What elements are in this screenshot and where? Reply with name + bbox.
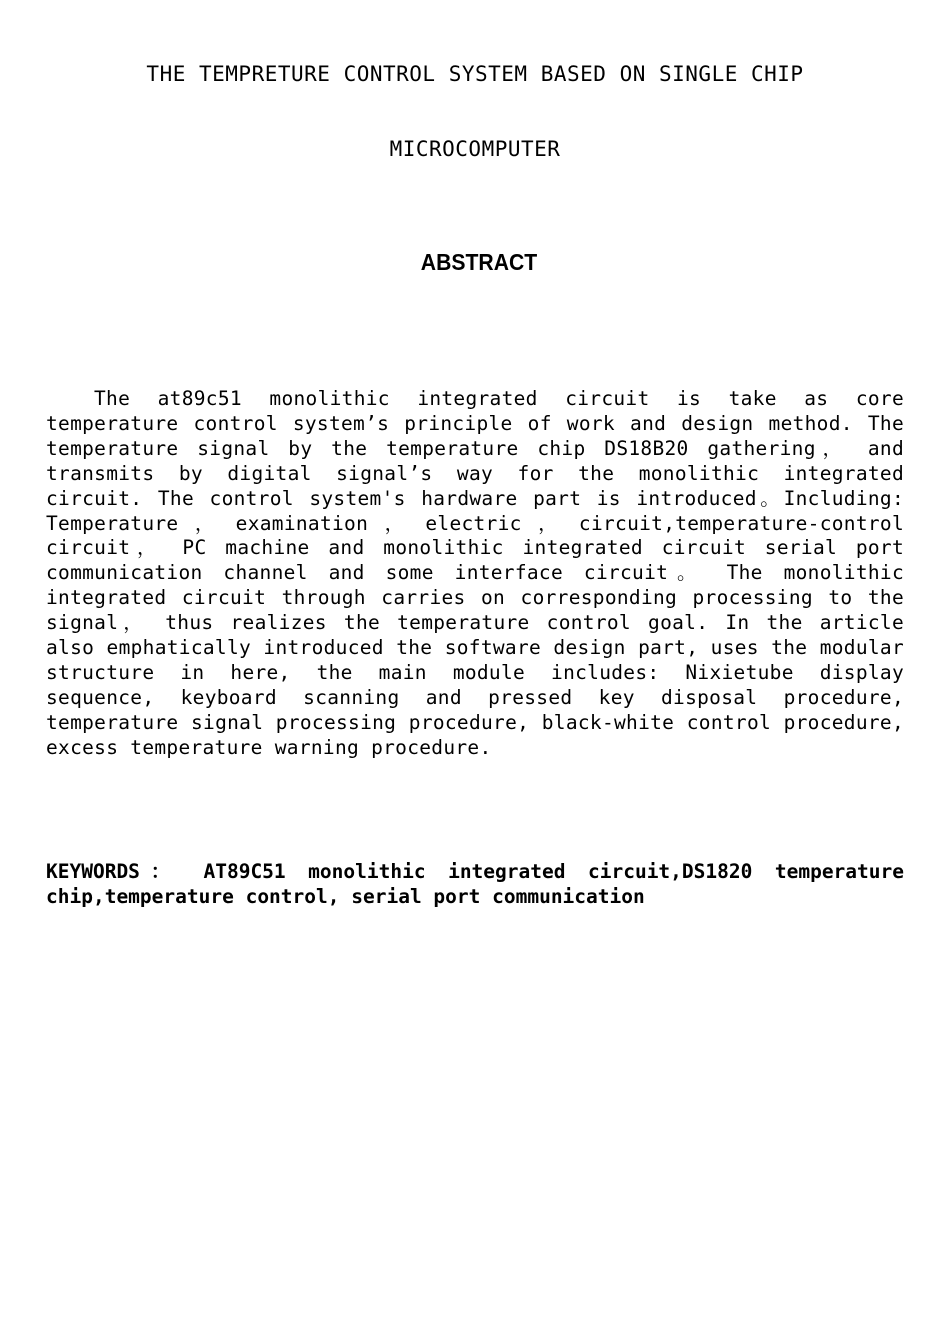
abstract-heading: ABSTRACT xyxy=(420,249,538,275)
title-line-2: MICROCOMPUTER xyxy=(389,137,561,161)
keywords-paragraph xyxy=(46,860,904,910)
keywords-label: KEYWORDS： xyxy=(46,860,181,883)
title-line-1: THE TEMPRETURE CONTROL SYSTEM BASED ON SINGLE CHIP xyxy=(146,62,804,86)
abstract-paragraph xyxy=(46,387,904,761)
keywords-text: AT89C51 monolithic integrated circuit,DS1820 temperature chip,temperature control, serial port communication xyxy=(46,860,904,908)
abstract-body: The at89c51 monolithic integrated circuit is take as core temperature control system’s principle of work and design method. The temperature signal by the temperature chip DS18B20 gathering， and transmits by digital signal’s way for the monolithic integrated circuit. The control system's hardware part is introduced。Including: Temperature ， examination ， electric ， circuit,temperature-control circuit， PC machine and monolithic integrated circuit serial port communication channel and some interface circuit。 The monolithic integrated circuit through carries on corresponding processing to the signal， thus realizes the temperature control goal. In the article also emphatically introduced the software design part, uses the modular structure in here, the main module includes: Nixietube display sequence, keyboard scanning and pressed key disposal procedure, temperature signal processing procedure, black-white control procedure, excess temperature warning procedure. xyxy=(46,387,904,759)
